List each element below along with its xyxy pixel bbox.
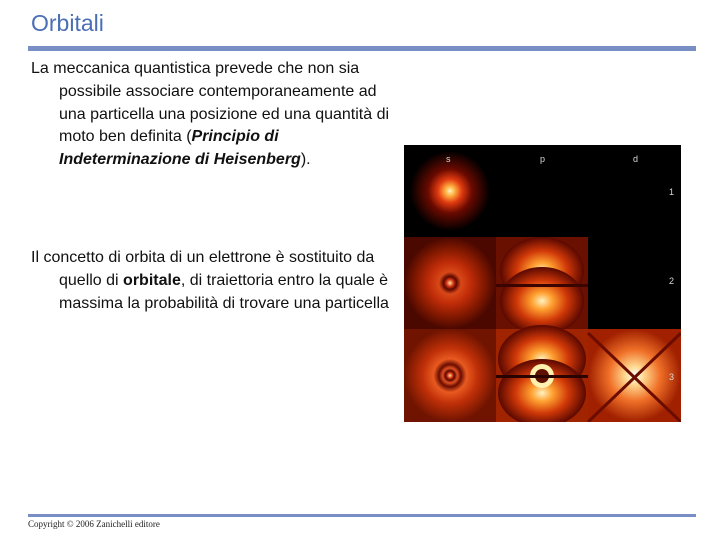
orbitals-svg (404, 145, 681, 422)
paragraph-heisenberg-end: ). (300, 151, 311, 169)
orbitals-image (404, 145, 681, 422)
slide-title: Orbitali (31, 10, 104, 36)
paragraph-orbitale-text: Il concetto di orbita di un elettrone è sostituito da quello di (31, 249, 375, 289)
paragraph-heisenberg-text: La meccanica quantistica prevede che non sia possibile associare contemporaneamente ad una particella una posizione ed una quantità di moto ben definita ( (31, 60, 390, 146)
paragraph-heisenberg (31, 58, 404, 172)
row-label-1: 1 (669, 187, 675, 197)
column-label-p: p (540, 154, 546, 164)
title-divider (28, 46, 696, 51)
paragraph-orbitale (31, 247, 404, 315)
heisenberg-principle-emphasis: Principio di Indeterminazione di Heisenberg (59, 128, 301, 169)
orbitale-emphasis: orbitale (123, 271, 181, 289)
row-label-2: 2 (669, 276, 675, 286)
footer-divider (28, 514, 696, 517)
column-label-d: d (633, 154, 639, 164)
paragraph-orbitale-end: , di traiettoria entro la quale è massima la probabilità di trovare una particella (59, 271, 389, 312)
row-label-3: 3 (669, 372, 675, 382)
column-label-s: s (446, 154, 451, 164)
copyright-text: Copyright © 2006 Zanichelli editore (28, 519, 160, 529)
